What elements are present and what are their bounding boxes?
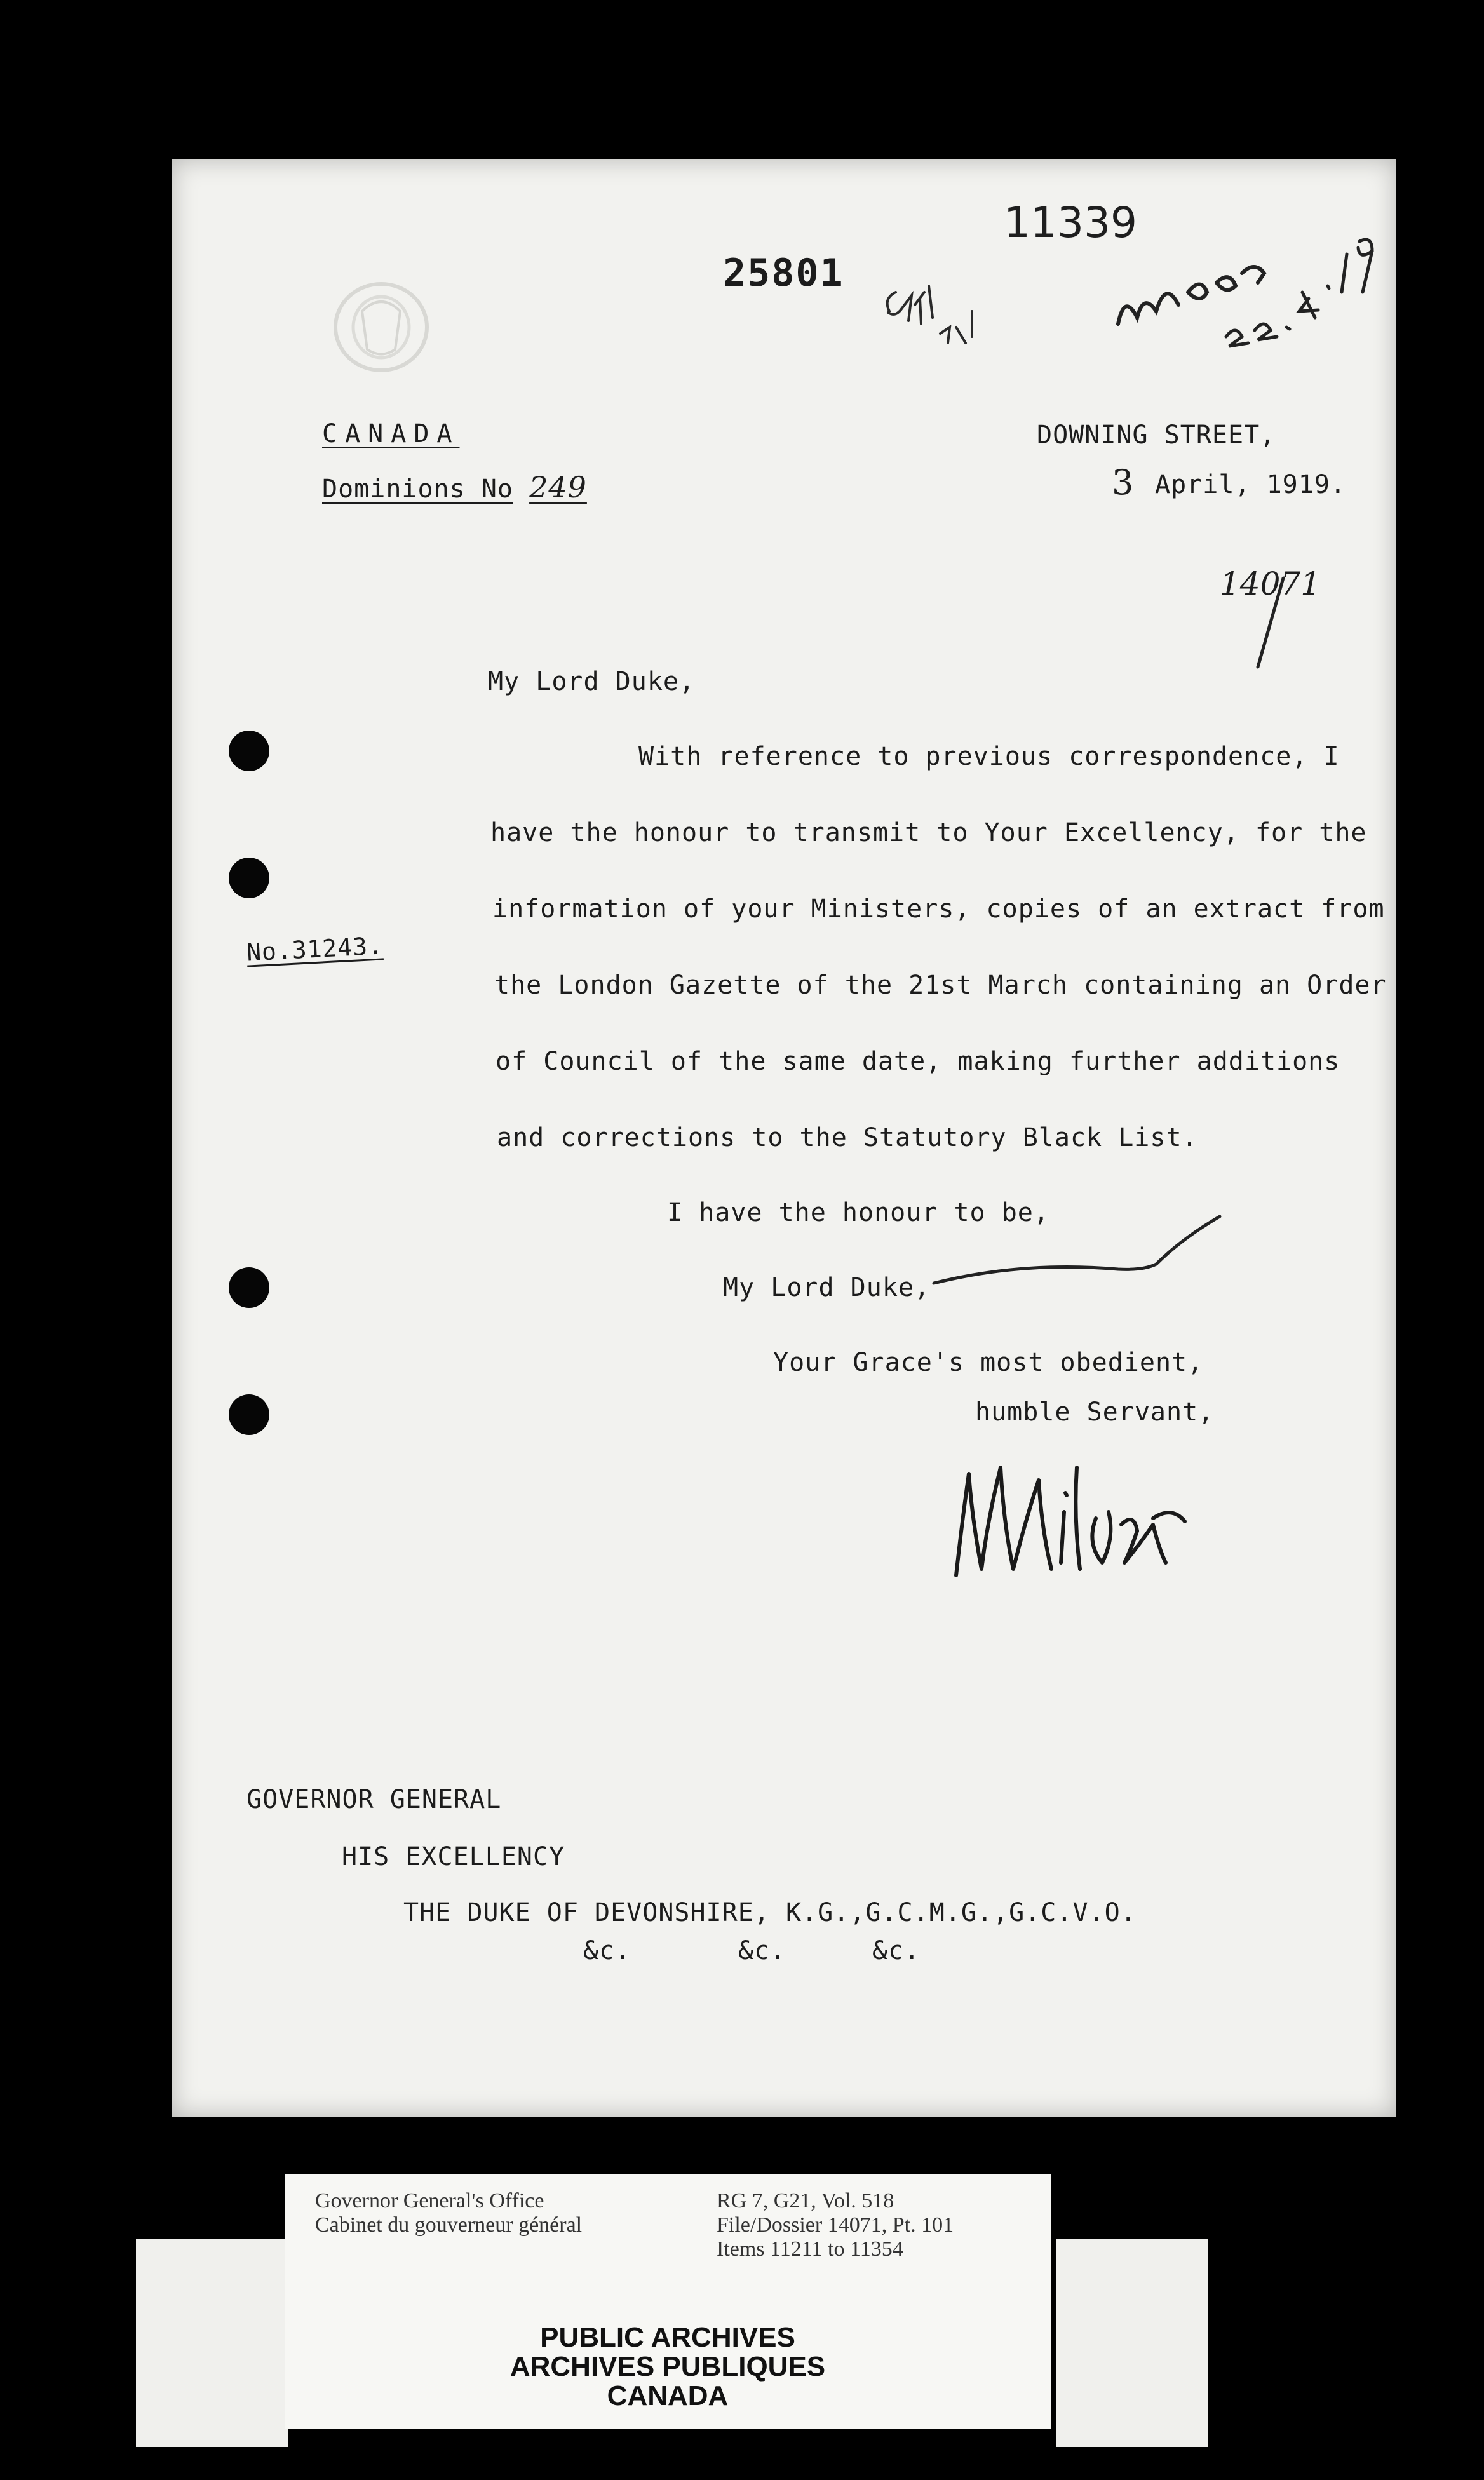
date-day: 3 [1112, 462, 1134, 502]
margin-reference: No.31243. [245, 931, 384, 967]
signature-icon [943, 1442, 1236, 1594]
archives-title-fr: ARCHIVES PUBLIQUES [509, 2351, 826, 2382]
addressee-etc-2: &c. [738, 1936, 786, 1965]
closing-line-1: I have the honour to be, [667, 1198, 1049, 1227]
body-line-1: With reference to previous correspondence, I [638, 742, 1340, 771]
punch-hole-1 [229, 731, 269, 771]
punch-hole-4 [229, 1394, 269, 1435]
address-line: DOWNING STREET, [1037, 421, 1276, 450]
closing-line-4: humble Servant, [975, 1398, 1215, 1427]
archive-ref-1: RG 7, G21, Vol. 518 [717, 2189, 894, 2213]
archives-country: CANADA [607, 2380, 729, 2411]
archive-label-card [285, 2174, 1051, 2429]
punch-hole-2 [229, 858, 269, 898]
dominions-label: Dominions No [322, 475, 513, 504]
file-ref-annotation: 14071 [1220, 565, 1321, 602]
body-line-4: the London Gazette of the 21st March containing an Order [494, 971, 1387, 1000]
item-number-annotation: 11339 [1004, 198, 1137, 247]
body-line-6: and corrections to the Statutory Black List. [497, 1123, 1198, 1152]
label-side-right [1056, 2239, 1208, 2447]
letter-page [172, 159, 1396, 2117]
file-ref-stroke [1245, 572, 1296, 673]
file-number-stamp: 25801 [723, 251, 844, 295]
punch-hole-3 [229, 1267, 269, 1308]
addressee-line-2: HIS EXCELLENCY [342, 1842, 565, 1871]
office-name-en: Governor General's Office [315, 2189, 544, 2213]
addressee-etc-1: &c. [583, 1936, 631, 1965]
dominions-number: 249 [529, 470, 587, 504]
body-line-3: information of your Ministers, copies of an extract from [492, 894, 1385, 924]
archive-ref-3: Items 11211 to 11354 [717, 2237, 903, 2261]
archive-ref-2: File/Dossier 14071, Pt. 101 [717, 2213, 954, 2237]
closing-line-2: My Lord Duke, [723, 1273, 931, 1302]
addressee-etc-3: &c. [872, 1936, 921, 1965]
label-side-left [136, 2239, 288, 2447]
addressee-line-3: THE DUKE OF DEVONSHIRE, K.G.,G.C.M.G.,G.C.V.O. [403, 1898, 1137, 1927]
handwritten-initials-annotation [877, 273, 1004, 362]
handwritten-docket-annotation [1105, 216, 1398, 362]
office-name-fr: Cabinet du gouverneur général [315, 2213, 583, 2237]
country-heading: CANADA [322, 419, 460, 448]
salutation: My Lord Duke, [488, 667, 696, 696]
archives-title-en: PUBLIC ARCHIVES [540, 2322, 795, 2353]
embossed-seal-icon [324, 273, 438, 381]
body-line-5: of Council of the same date, making further additions [496, 1047, 1340, 1076]
date-line: April, 1919. [1155, 470, 1346, 499]
pen-stroke [928, 1201, 1226, 1296]
dominions-line [322, 470, 587, 504]
body-line-2: have the honour to transmit to Your Excellency, for the [490, 818, 1367, 847]
addressee-line-1: GOVERNOR GENERAL [246, 1785, 502, 1814]
closing-line-3: Your Grace's most obedient, [773, 1348, 1204, 1377]
